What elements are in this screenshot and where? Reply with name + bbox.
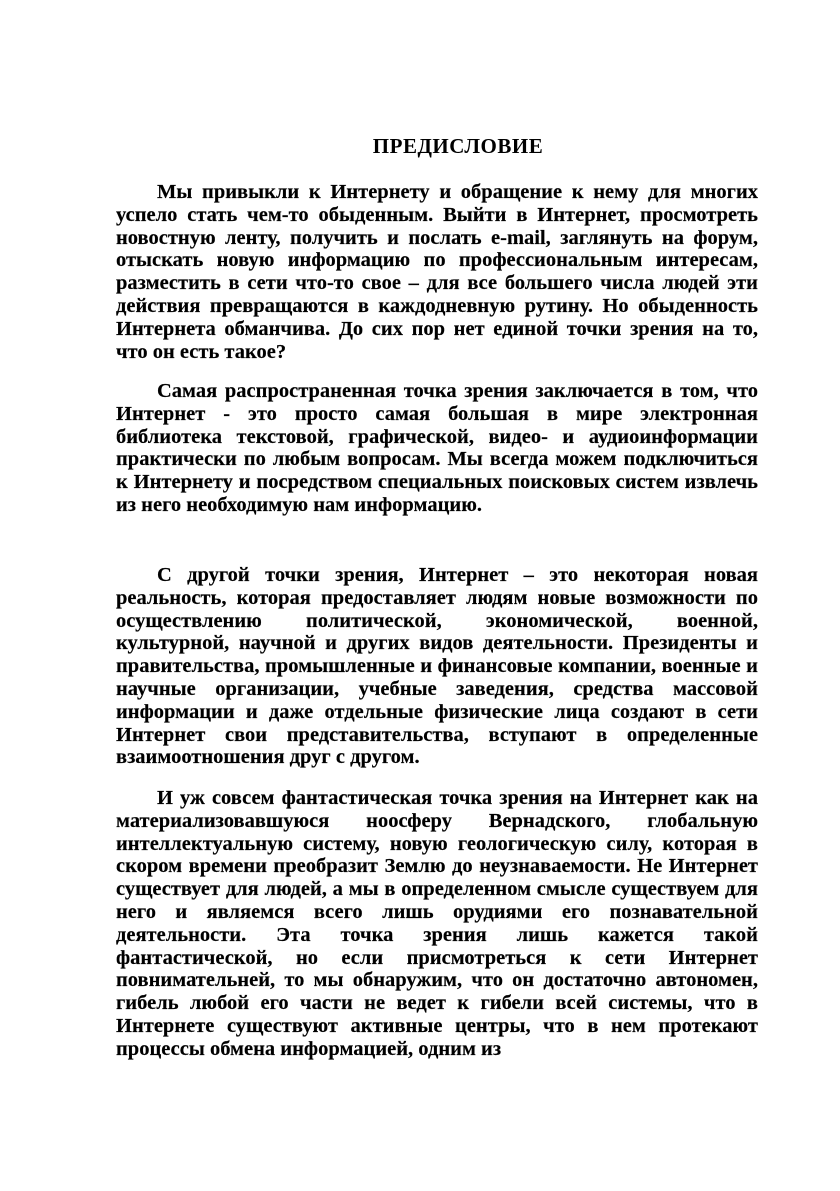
paragraph-1: Мы привыкли к Интернету и обращение к нему для многих успело стать чем-то обыденным. Выйти в Интернет, просмотреть новостную ленту, получить и послать e-mail, заглянуть на форум, отыскать новую информацию по профессиональным интересам, разместить в сети что-то свое – для все большего числа людей эти действия превращаются в каждодневную рутину. Но обыденность Интернета обманчива. До сих пор нет единой точки зрения на то, что он есть такое?	[116, 181, 758, 363]
paragraph-2: Самая распространенная точка зрения заключается в том, что Интернет - это просто самая большая в мире электронная библиотека текстовой, графической, видео- и аудиоинформации практически по любым вопросам. Мы всегда можем подключиться к Интернету и посредством специальных поисковых систем извлечь из него необходимую нам информацию.	[116, 380, 758, 516]
paragraph-3: С другой точки зрения, Интернет – это некоторая новая реальность, которая предоставляет людям новые возможности по осуществлению политической, экономической, военной, культурной, научной и других видов деятельности. Президенты и правительства, промышленные и финансовые компании, военные и научные организации, учебные заведения, средства массовой информации и даже отдельные физические лица создают в сети Интернет свои представительства, вступают в определенные взаимоотношения друг с другом.	[116, 564, 758, 769]
page-title: ПРЕДИСЛОВИЕ	[372, 134, 544, 158]
paragraph-4: И уж совсем фантастическая точка зрения на Интернет как на материализовавшуюся ноосферу Вернадского, глобальную интеллектуальную систему, новую геологическую силу, которая в скором времени преобразит Землю до неузнаваемости. Не Интернет существует для людей, а мы в определенном смысле существуем для него и являемся всего лишь орудиями его познавательной деятельности. Эта точка зрения лишь кажется такой фантастической, но если присмотреться к сети Интернет повнимательней, то мы обнаружим, что он достаточно автономен, гибель любой его части не ведет к гибели всей системы, что в Интернете существуют активные центры, что в нем протекают процессы обмена информацией, одним из	[116, 787, 758, 1060]
